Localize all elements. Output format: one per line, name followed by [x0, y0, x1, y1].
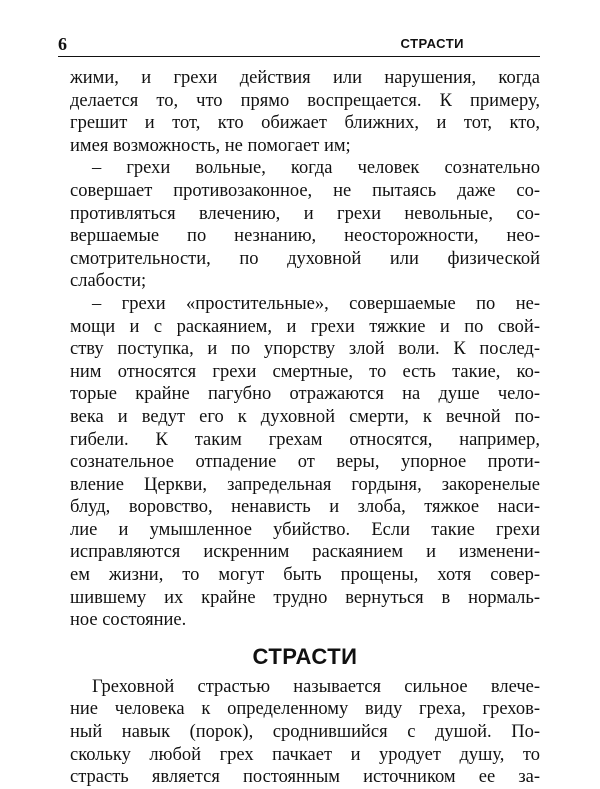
text-line: мощи и с раскаянием, и грехи тяжкие и по свой- [70, 316, 540, 337]
text-line: – грехи вольные, когда человек сознательно [92, 158, 540, 179]
text-line: века и ведут его к духовной смерти, к вечной по- [70, 406, 540, 427]
text-line: исправляются искренним раскаянием и изменени- [70, 542, 540, 563]
section-heading: СТРАСТИ [252, 643, 358, 669]
paragraph-voluntary-sins [70, 157, 540, 293]
text-line: ним относятся грехи смертные, то есть такие, ко- [70, 361, 540, 382]
page-number: 6 [58, 34, 67, 54]
text-line: ству поступка, и по упорству злой воли. К послед- [70, 339, 540, 360]
text-line: грешит и тот, кто обижает ближних, и тот, кто, [70, 113, 540, 134]
text-line: совершает противозаконное, не пытаясь даже со- [70, 180, 540, 201]
text-line: имея возможность, не помогает им; [70, 135, 351, 156]
page-body [70, 67, 540, 789]
text-line: ем жизни, то могут быть прощены, хотя совер- [70, 565, 540, 586]
text-line: ние человека к определенному виду греха, грехов- [70, 699, 540, 720]
text-line: гибели. К таким грехам относятся, например, [70, 429, 540, 450]
paragraph-venial-sins [70, 293, 540, 632]
text-line: противляться влечению, и грехи невольные, со- [70, 203, 540, 224]
text-line: скольку любой грех пачкает и уродует душу, то [70, 744, 540, 765]
text-line: лие и умышленное убийство. Если такие грехи [70, 519, 540, 540]
text-line: вление Церкви, запредельная гордыня, закоренелые [70, 474, 540, 495]
text-line: сознательное отпадение от веры, упорное проти- [70, 452, 540, 473]
paragraph-continuation [70, 67, 540, 157]
text-line: слабости; [70, 271, 147, 292]
text-line: – грехи «простительные», совершаемые по не- [92, 293, 540, 314]
running-header [58, 34, 540, 57]
running-title: СТРАСТИ [400, 36, 464, 51]
text-line: шившему их крайне трудно вернуться в нормаль- [70, 587, 540, 608]
text-line: Греховной страстью называется сильное влече- [92, 676, 540, 697]
text-line: делается то, что прямо воспрещается. К примеру, [70, 90, 540, 111]
paragraph-passions [70, 676, 540, 789]
text-line: жими, и грехи действия или нарушения, когда [70, 68, 540, 88]
text-line: ное состояние. [70, 610, 187, 631]
text-line: страсть является постоянным источником ее за- [70, 767, 540, 788]
text-line: ный навык (порок), сроднившийся с душой. По- [70, 722, 540, 743]
text-line: смотрительности, по духовной или физической [70, 248, 540, 269]
text-line: вершаемые по незнанию, неосторожности, нео- [70, 226, 540, 247]
text-line: блуд, воровство, ненависть и злоба, тяжкое наси- [70, 497, 540, 518]
text-line: торые крайне пагубно отражаются на душе чело- [70, 384, 540, 405]
